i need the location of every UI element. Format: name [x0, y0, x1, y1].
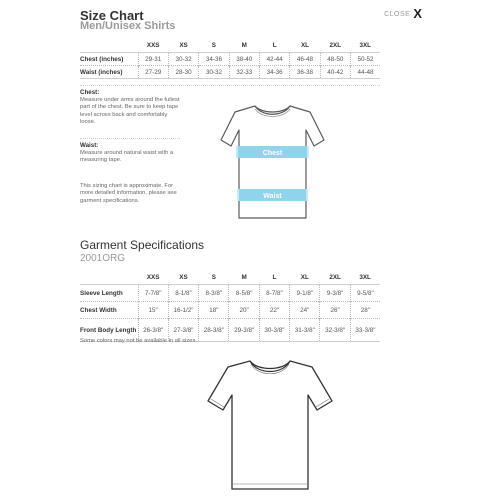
- table-cell: 46-48: [290, 53, 320, 66]
- table-row: [80, 66, 380, 79]
- size-chart-table: [80, 38, 380, 79]
- tshirt-illustration: [200, 355, 340, 495]
- divider: [80, 85, 380, 86]
- table-cell: 32-3/8": [320, 319, 350, 342]
- table-cell: 48-50: [320, 53, 350, 66]
- table-row: [80, 285, 380, 302]
- table-cell: 28-30: [168, 66, 198, 79]
- size-col-header: L: [272, 273, 277, 281]
- size-col-header: S: [211, 41, 216, 49]
- specs-title: Garment Specifications: [80, 238, 205, 252]
- table-cell: 34-36: [259, 66, 289, 79]
- tshirt-measure-diagram: [210, 100, 335, 225]
- page-subtitle: Men/Unisex Shirts: [80, 20, 176, 32]
- size-col-header: 3XL: [359, 273, 371, 281]
- table-corner: [80, 270, 138, 285]
- size-col-header: XS: [179, 273, 188, 281]
- row-label: Sleeve Length: [80, 285, 138, 302]
- size-col-header: 2XL: [329, 41, 342, 49]
- table-cell: 27-3/8": [168, 319, 198, 342]
- size-col-header: M: [241, 273, 247, 281]
- table-cell: 20": [229, 302, 259, 319]
- size-col-header: XS: [179, 41, 188, 49]
- table-cell: 15": [138, 302, 168, 319]
- table-cell: 44-48: [351, 66, 380, 79]
- size-col-header: XXS: [146, 273, 160, 281]
- size-col-header: S: [211, 273, 216, 281]
- row-label: Waist (inches): [80, 66, 138, 79]
- row-label: Chest (inches): [80, 53, 138, 66]
- row-label: Chest Width: [80, 302, 138, 319]
- page-title: Size Chart: [80, 8, 144, 23]
- size-col-header: XL: [300, 273, 309, 281]
- table-cell: 9-5/8": [350, 285, 380, 302]
- table-cell: 30-32: [168, 53, 198, 66]
- table-cell: 38-40: [229, 53, 259, 66]
- size-col-header: 2XL: [329, 273, 341, 281]
- table-cell: 34-36: [199, 53, 229, 66]
- table-cell: 33-3/8": [350, 319, 380, 342]
- tshirt-outline-icon: [221, 106, 324, 218]
- specs-style-code: 2001ORG: [80, 253, 126, 264]
- size-col-header: 3XL: [359, 41, 372, 49]
- table-cell: 8-1/8": [168, 285, 198, 302]
- garment-spec-table: [80, 270, 380, 342]
- size-col-header: M: [241, 41, 247, 49]
- table-row: [80, 53, 380, 66]
- tshirt-body-icon: [208, 361, 332, 489]
- close-icon[interactable]: X: [413, 6, 422, 21]
- row-label: Front Body Length: [80, 319, 138, 342]
- table-cell: 8-5/8": [229, 285, 259, 302]
- table-cell: 36-38: [290, 66, 320, 79]
- availability-footnote: Some colors may not be available in all sizes.: [80, 338, 197, 344]
- table-cell: 22": [259, 302, 289, 319]
- table-cell: 16-1/2": [168, 302, 198, 319]
- table-cell: 31-3/8": [290, 319, 320, 342]
- chest-note-heading: Chest:: [80, 89, 100, 96]
- table-cell: 27-29: [138, 66, 168, 79]
- table-cell: 30-32: [199, 66, 229, 79]
- table-cell: 7-7/8": [138, 285, 168, 302]
- table-cell: 40-42: [320, 66, 350, 79]
- table-cell: 29-3/8": [229, 319, 259, 342]
- waist-note-heading: Waist:: [80, 142, 99, 149]
- chest-note-text: Measure under arms around the fullest part of the chest. Be sure to keep tape level across back and comfortably loose.: [80, 97, 180, 125]
- table-cell: 26": [320, 302, 350, 319]
- close-button[interactable]: [384, 6, 422, 21]
- table-cell: 30-3/8": [259, 319, 289, 342]
- table-cell: 8-3/8": [199, 285, 229, 302]
- table-row: [80, 302, 380, 319]
- close-label: CLOSE: [384, 10, 411, 18]
- table-cell: 8-7/8": [259, 285, 289, 302]
- waist-note-text: Measure around natural waist with a measuring tape.: [80, 150, 174, 164]
- table-cell: 50-52: [351, 53, 380, 66]
- table-cell: 29-31: [138, 53, 168, 66]
- table-cell: 24": [290, 302, 320, 319]
- table-cell: 32-33: [229, 66, 259, 79]
- table-cell: 28": [350, 302, 380, 319]
- table-cell: 42-44: [259, 53, 289, 66]
- table-cell: 18": [199, 302, 229, 319]
- waist-label: Waist: [263, 193, 282, 200]
- chest-label: Chest: [262, 150, 283, 157]
- table-cell: 28-3/8": [199, 319, 229, 342]
- table-corner: [80, 38, 138, 53]
- size-col-header: XL: [300, 41, 309, 49]
- table-cell: 26-3/8": [138, 319, 168, 342]
- divider: [80, 138, 180, 139]
- size-col-header: XXS: [146, 41, 160, 49]
- table-cell: 9-1/8": [290, 285, 320, 302]
- size-col-header: L: [272, 41, 277, 49]
- table-cell: 9-3/8": [320, 285, 350, 302]
- approx-note-text: This sizing chart is approximate. For more detailed information, please see garment specifications.: [80, 183, 177, 204]
